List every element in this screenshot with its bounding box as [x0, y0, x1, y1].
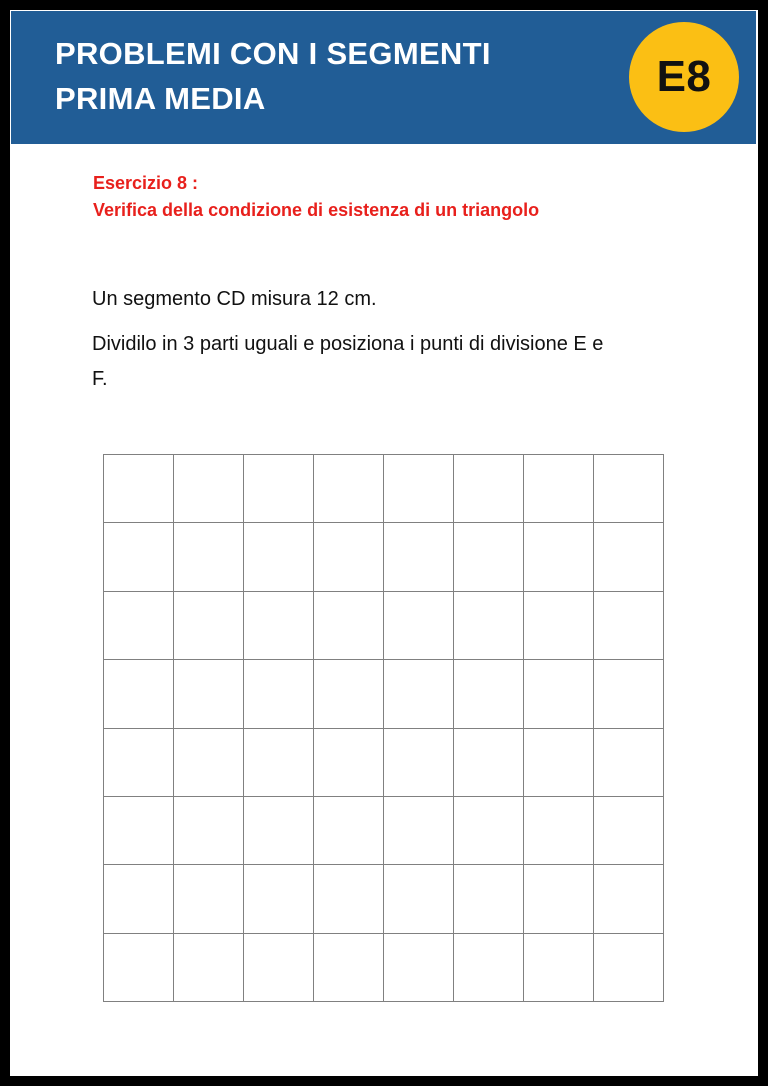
grid-cell [104, 455, 174, 523]
grid-cell [314, 660, 384, 728]
exercise-heading-line-1: Esercizio 8 : [93, 173, 199, 193]
grid-cell [244, 729, 314, 797]
grid-cell [314, 523, 384, 591]
grid-cell [594, 660, 664, 728]
exercise-statement [92, 282, 612, 407]
grid-cell [174, 523, 244, 591]
worksheet-sheet [10, 10, 758, 1076]
grid-cell [524, 523, 594, 591]
grid-cell [174, 934, 244, 1002]
grid-cell [244, 934, 314, 1002]
grid-cell [384, 729, 454, 797]
grid-cell [524, 729, 594, 797]
grid-cell [104, 934, 174, 1002]
grid-cell [174, 797, 244, 865]
exercise-heading [93, 170, 693, 224]
grid-cell [244, 592, 314, 660]
grid-cell [384, 455, 454, 523]
grid-cell [314, 934, 384, 1002]
grid-cell [104, 592, 174, 660]
grid-cell [174, 865, 244, 933]
grid-cell [314, 729, 384, 797]
exercise-badge-label: E8 [656, 52, 712, 101]
grid-cell [594, 592, 664, 660]
grid-cell [314, 455, 384, 523]
answer-grid [103, 454, 664, 1002]
grid-cell [314, 865, 384, 933]
exercise-badge [629, 22, 739, 132]
grid-cell [174, 455, 244, 523]
header-title [55, 31, 615, 121]
grid-cell [244, 455, 314, 523]
grid-cell [314, 592, 384, 660]
grid-cell [384, 523, 454, 591]
grid-cell [454, 865, 524, 933]
grid-cell [524, 592, 594, 660]
grid-cell [594, 455, 664, 523]
grid-cell [174, 592, 244, 660]
grid-cell [244, 797, 314, 865]
grid-cell [104, 660, 174, 728]
grid-cell [104, 729, 174, 797]
grid-cell [594, 934, 664, 1002]
grid-cell [524, 455, 594, 523]
grid-cell [594, 865, 664, 933]
grid-cell [454, 455, 524, 523]
grid-cell [524, 660, 594, 728]
grid-cell [174, 660, 244, 728]
grid-cell [454, 729, 524, 797]
header-title-line-1: PROBLEMI CON I SEGMENTI [55, 36, 491, 71]
grid-cell [314, 797, 384, 865]
statement-paragraph-2: Dividilo in 3 parti uguali e posiziona i punti di divisione E e F. [92, 333, 604, 390]
grid-cell [384, 797, 454, 865]
grid-cell [104, 797, 174, 865]
grid-cell [524, 865, 594, 933]
grid-cell [104, 865, 174, 933]
grid-cell [384, 592, 454, 660]
grid-cell [594, 523, 664, 591]
grid-cell [384, 865, 454, 933]
grid-cell [594, 729, 664, 797]
grid-cell [384, 934, 454, 1002]
grid-cell [524, 934, 594, 1002]
grid-cell [384, 660, 454, 728]
grid-cell [454, 660, 524, 728]
header-title-line-2: PRIMA MEDIA [55, 81, 266, 116]
grid-cell [104, 523, 174, 591]
statement-paragraph-1: Un segmento CD misura 12 cm. [92, 288, 377, 310]
grid-cell [244, 660, 314, 728]
grid-cell [594, 797, 664, 865]
grid-cell [174, 729, 244, 797]
grid-cell [454, 797, 524, 865]
grid-cell [244, 523, 314, 591]
grid-cell [244, 865, 314, 933]
grid-cell [524, 797, 594, 865]
grid-cell [454, 523, 524, 591]
grid-cell [454, 934, 524, 1002]
header-band [11, 11, 756, 144]
grid-cell [454, 592, 524, 660]
exercise-heading-line-2: Verifica della condizione di esistenza di un triangolo [93, 200, 540, 220]
